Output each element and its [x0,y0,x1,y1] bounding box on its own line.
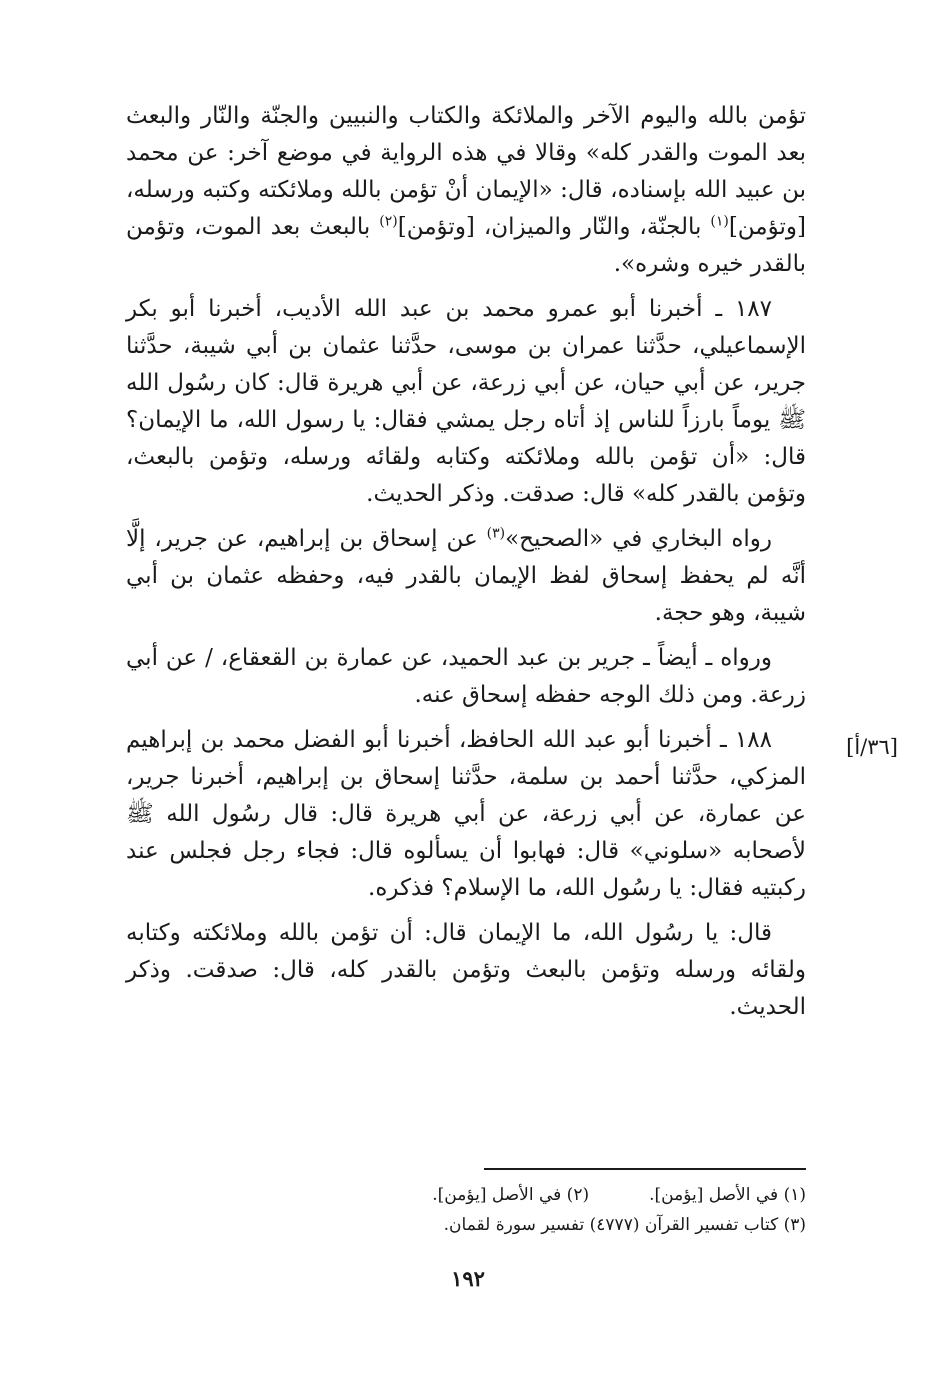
paragraph-jarir: ورواه ـ أيضاً ـ جرير بن عبد الحميد، عن عمارة بن القعقاع، / عن أبي زرعة. ومن ذلك الوجه حفظه إسحاق عنه. [126,645,806,708]
hadith-187: ١٨٧ ـ أخبرنا أبو عمرو محمد بن عبد الله الأديب، أخبرنا أبو بكر الإسماعيلي، حدَّثنا عمران بن موسى، حدَّثنا عثمان بن أبي شيبة، حدَّثنا جرير، عن أبي حيان، عن أبي زرعة، عن أبي هريرة قال: كان رسُول الله ﷺ يوماً بارزاً للناس إذ أتاه رجل يمشي فقال: يا رسول الله، ما الإيمان؟ قال: «أن تؤمن بالله وملائكته وكتابه ولقائه ورسله، وتؤمن بالبعث، وتؤمن بالقدر كله» قال: صدقت. وذكر الحديث. [126,296,806,507]
manuscript-folio-marker: [٣٦/أ] [846,735,898,759]
footnote-marker: (٣) [486,525,506,542]
page-number: ١٩٢ [451,1266,485,1291]
footnote-divider [484,1168,806,1170]
paragraph-iman: قال: يا رسُول الله، ما الإيمان قال: أن تؤمن بالله وملائكته وكتابه ولقائه ورسله وتؤمن بالبعث وتؤمن بالقدر كله، قال: صدقت. وذكر الحديث. [126,920,806,1020]
hadith-188: ١٨٨ ـ أخبرنا أبو عبد الله الحافظ، أخبرنا أبو الفضل محمد بن إبراهيم المزكي، حدَّثنا أحمد بن سلمة، حدَّثنا إسحاق بن إبراهيم، أخبرنا جرير، عن عمارة، عن أبي زرعة، عن أبي هريرة قال: قال رسُول الله ﷺ لأصحابه «سلوني» قال: فهابوا أن يسألوه قال: فجاء رجل فجلس عند ركبتيه فقال: يا رسُول الله، ما الإسلام؟ فذكره. [126,727,806,901]
footnote-3: (٣) كتاب تفسير القرآن (٤٧٧٧) تفسير سورة لقمان. [443,1215,806,1235]
footnote-marker: (٢) [379,213,398,230]
paragraph-continuation: تؤمن بالله واليوم الآخر والملائكة والكتاب والنبيين والجنّة والنّار والبعث بعد الموت والقدر كله» وقالا في هذه الرواية في موضع آخر: عن محمد بن عبيد الله بإسناده، قال: «الإيمان أنْ تؤمن بالله وملائكته وكتبه ورسله، [وتؤمن]$^{(١)}$ بالجنّة، والنّار والميزان، [وتؤمن]$^{(٢)}$ بالبعث بعد الموت، وتؤمن بالقدر خيره وشره». [126,103,806,277]
footnote-row [126,1180,806,1210]
footnote-marker: (١) [710,213,729,230]
main-text [126,98,806,1034]
footnotes [126,1180,806,1240]
footnote-2: (٢) في الأصل [يؤمن]. [432,1185,590,1205]
paragraph-bukhari: رواه البخاري في «الصحيح»$^{(٣)}$ عن إسحاق بن إبراهيم، عن جرير، إلَّا أنَّه لم يحفظ إسحاق لفظ الإيمان بالقدر فيه، وحفظه عثمان بن أبي شيبة، وهو حجة. [126,525,806,626]
footnote-1: (١) في الأصل [يؤمن]. [649,1185,806,1205]
